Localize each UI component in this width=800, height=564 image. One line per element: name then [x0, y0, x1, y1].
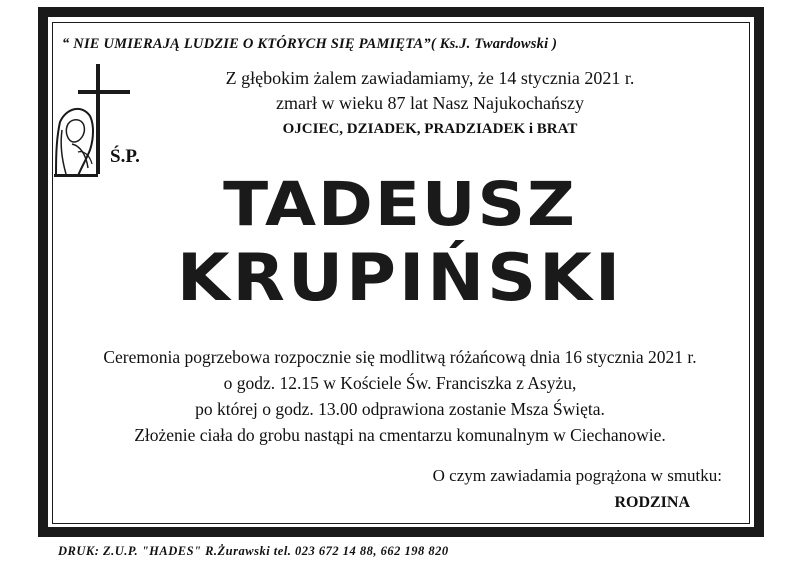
relation-titles: OJCIEC, DZIADEK, PRADZIADEK i BRAT [282, 121, 578, 137]
ceremony-line-4: Złożenie ciała do grobu nastąpi na cmentarzu komunalnym w Ciechanowie. [134, 425, 666, 445]
sp-label: Ś.P. [110, 146, 140, 167]
printer-footer: DRUK: Z.U.P. "HADES" R.Żurawski tel. 023 672 14 88, 662 198 820 [58, 544, 449, 558]
intro-line-1: Z głębokim żalem zawiadamiamy, że 14 stycznia 2021 r. [225, 68, 635, 88]
last-name: KRUPIŃSKI [176, 241, 624, 317]
ceremony-line-3: po której o godz. 13.00 odprawiona zostanie Msza Święta. [195, 399, 605, 419]
intro-block [170, 66, 690, 140]
motto-author: ( Ks.J. Twardowski ) [430, 36, 558, 52]
family-signature: RODZINA [614, 494, 690, 511]
motto-quote [62, 36, 662, 53]
ceremony-details [60, 344, 740, 448]
motto-text: “ NIE UMIERAJĄ LUDZIE O KTÓRYCH SIĘ PAMIĘTA” [62, 36, 431, 52]
intro-line-2: zmarł w wieku 87 lat Nasz Najukochańszy [276, 93, 584, 113]
ceremony-line-1: Ceremonia pogrzebowa rozpocznie się modlitwą różańcową dnia 16 stycznia 2021 r. [103, 347, 697, 367]
ceremony-line-2: o godz. 12.15 w Kościele Św. Franciszka z Asyżu, [223, 373, 577, 393]
closing-notice: O czym zawiadamia pogrążona w smutku: [432, 466, 722, 485]
first-name: TADEUSZ [223, 169, 577, 240]
